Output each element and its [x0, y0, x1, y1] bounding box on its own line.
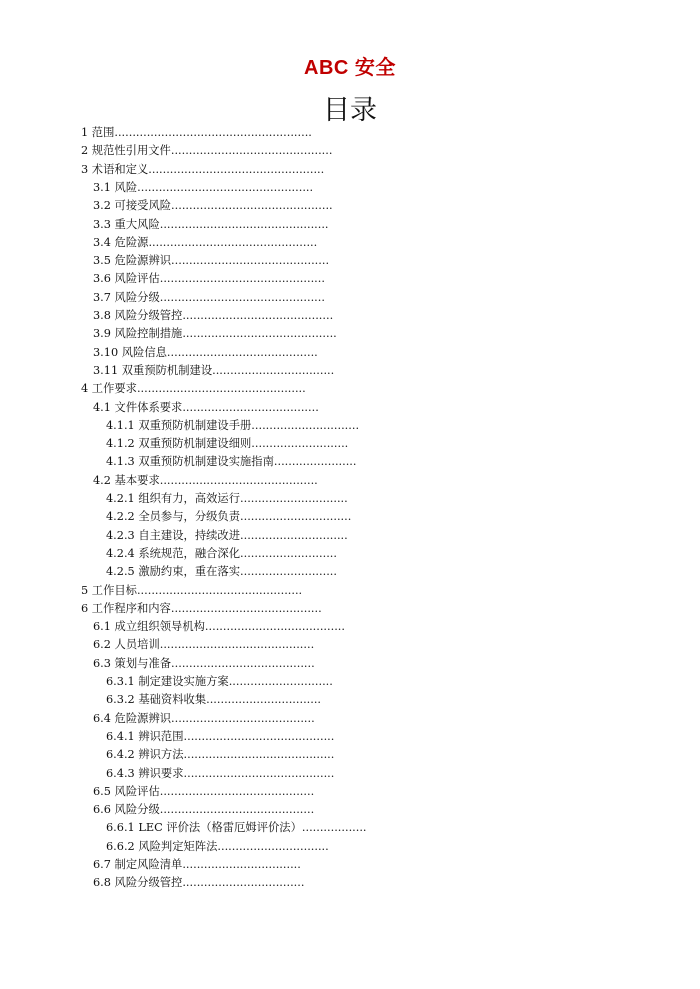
toc-entry[interactable]: 6 工作程序和内容..........................................: [81, 601, 322, 615]
toc-entry[interactable]: 3.10 风险信息..........................................: [93, 345, 318, 359]
toc-entry[interactable]: 6.5 风险评估...........................................: [93, 784, 315, 798]
toc-entry[interactable]: 6.1 成立组织领导机构.......................................: [93, 620, 345, 634]
toc-entry[interactable]: 3.1 风险.................................................: [93, 180, 314, 194]
toc-entry[interactable]: 6.4.3 辨识要求..........................................: [106, 766, 335, 780]
toc-entry[interactable]: 4.1.2 双重预防机制建设细则...........................: [106, 437, 349, 451]
toc-entry[interactable]: 4.2.5 激励约束，重在落实...........................: [106, 565, 337, 579]
toc-entry[interactable]: 3.9 风险控制措施...........................................: [93, 327, 337, 341]
toc-entry[interactable]: 6.7 制定风险清单.................................: [93, 858, 301, 871]
toc-entry[interactable]: 5 工作目标..............................................: [81, 583, 303, 597]
toc-entry[interactable]: 3.4 危险源...............................................: [93, 235, 318, 249]
toc-entry[interactable]: 3.2 可接受风险.............................................: [93, 199, 333, 213]
toc-entry[interactable]: 6.3.1 制定建设实施方案.............................: [106, 675, 333, 688]
toc-entry[interactable]: 4.1 文件体系要求......................................: [93, 400, 319, 414]
table-of-contents: [0, 120, 700, 900]
toc-entry[interactable]: 6.3.2 基础资料收集................................: [106, 693, 322, 707]
toc-entry[interactable]: 6.3 策划与准备........................................: [93, 656, 315, 670]
toc-entry[interactable]: 6.4.1 辨识范围..........................................: [106, 729, 335, 743]
toc-entry[interactable]: 6.2 人员培训...........................................: [93, 638, 315, 652]
toc-entry[interactable]: 6.4 危险源辨识........................................: [93, 711, 315, 725]
toc-entry[interactable]: 4.2.1 组织有力，高效运行..............................: [106, 492, 348, 505]
toc-entry[interactable]: 4.2.3 自主建设，持续改进..............................: [106, 528, 348, 542]
toc-entry[interactable]: 3.3 重大风险...............................................: [93, 217, 329, 231]
toc-entry[interactable]: 3.11 双重预防机制建设..................................: [93, 363, 335, 377]
toc-entry[interactable]: 1 范围.......................................................: [81, 126, 312, 139]
document-brand: ABC 安全: [304, 57, 396, 79]
toc-entry[interactable]: 6.6 风险分级...........................................: [93, 803, 315, 817]
toc-entry[interactable]: 4.2.2 全员参与，分级负责...............................: [106, 510, 352, 524]
toc-entry[interactable]: 2 规范性引用文件.............................................: [81, 144, 333, 158]
document-title: 目录: [323, 95, 377, 126]
toc-entry[interactable]: 4.1.3 双重预防机制建设实施指南.......................: [106, 455, 357, 469]
toc-entry[interactable]: 6.8 风险分级管控..................................: [93, 876, 305, 890]
toc-entry[interactable]: 4.2 基本要求............................................: [93, 473, 318, 487]
toc-entry[interactable]: 3.6 风险评估..............................................: [93, 272, 325, 286]
toc-entry[interactable]: 3.5 危险源辨识............................................: [93, 254, 330, 268]
toc-entry[interactable]: 6.4.2 辨识方法..........................................: [106, 748, 335, 762]
toc-entry[interactable]: 6.6.1 LEC 评价法（格雷厄姆评价法）..................: [106, 821, 367, 835]
toc-entry[interactable]: 4 工作要求...............................................: [81, 382, 306, 396]
toc-entry[interactable]: 3 术语和定义.................................................: [81, 162, 325, 176]
toc-entry[interactable]: 3.7 风险分级..............................................: [93, 290, 325, 304]
toc-entry[interactable]: 4.1.1 双重预防机制建设手册..............................: [106, 418, 360, 432]
toc-entry[interactable]: 6.6.2 风险判定矩阵法...............................: [106, 839, 329, 853]
toc-entry[interactable]: 4.2.4 系统规范，融合深化...........................: [106, 546, 337, 560]
toc-entry[interactable]: 3.8 风险分级管控..........................................: [93, 309, 334, 322]
